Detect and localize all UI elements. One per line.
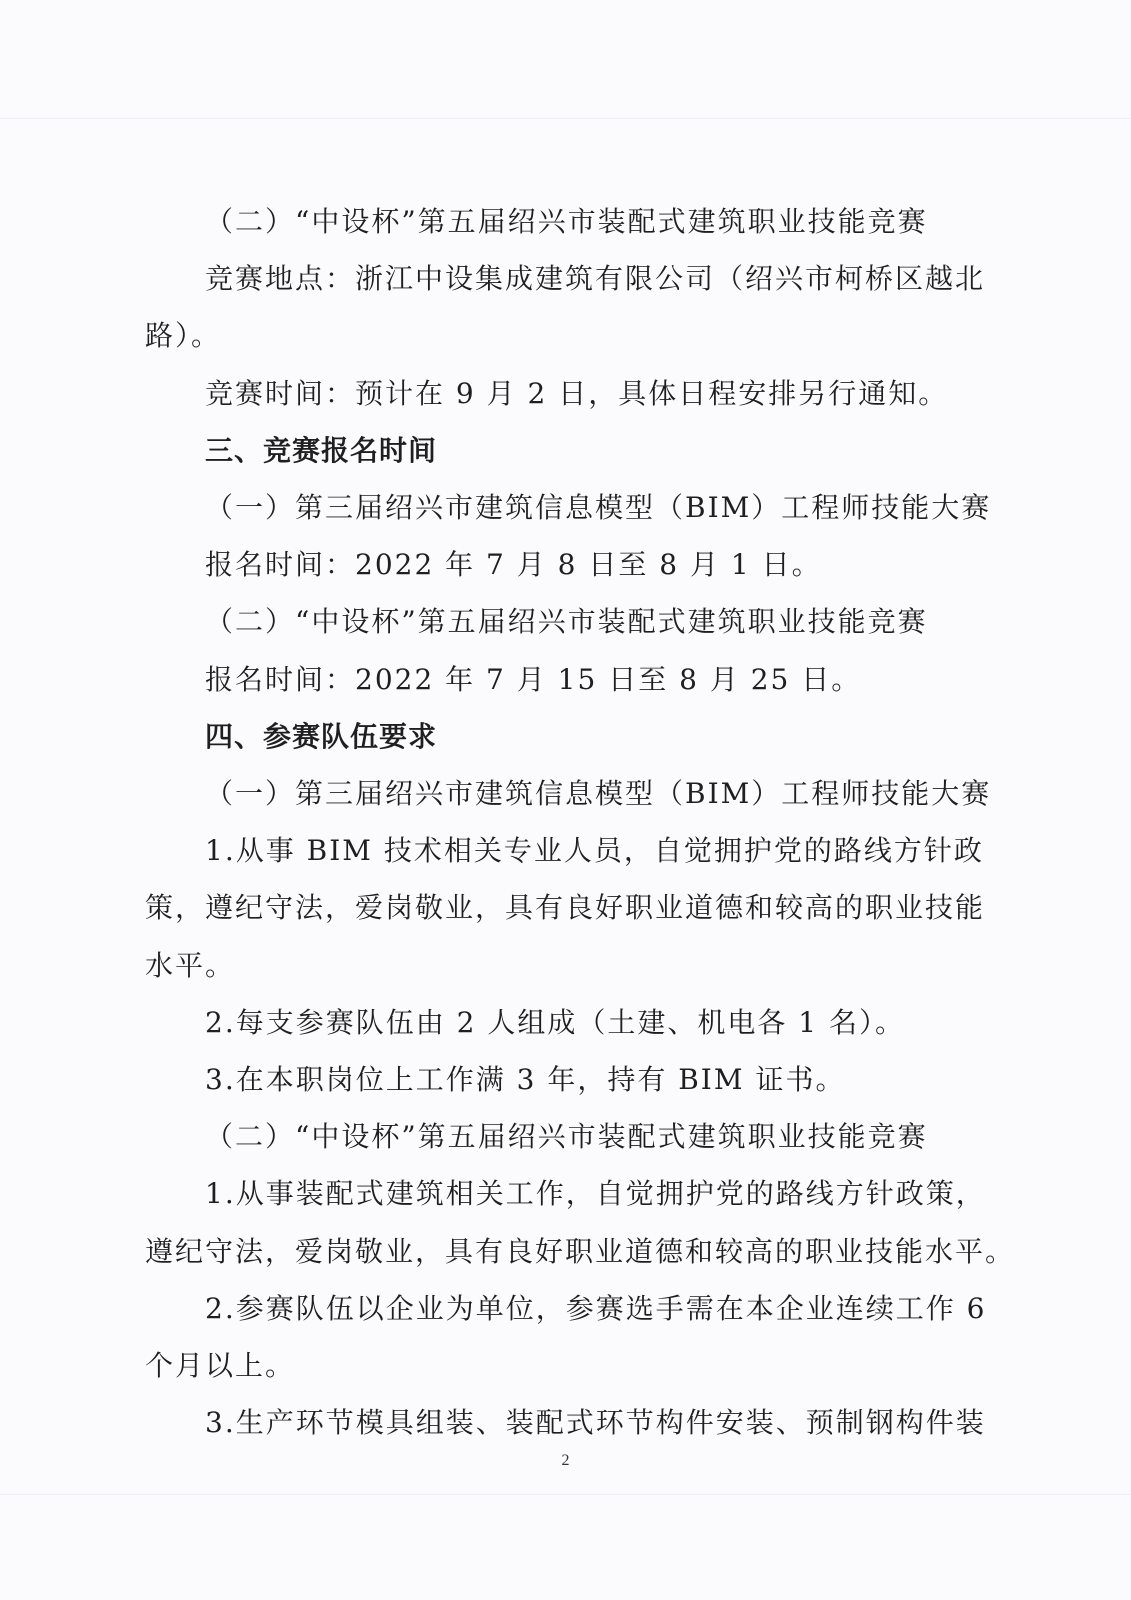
document-body bbox=[145, 193, 1016, 1451]
text-line: （二）“中设杯”第五届绍兴市装配式建筑职业技能竞赛 bbox=[205, 205, 928, 238]
text-line: 遵纪守法，爱岗敬业，具有良好职业道德和较高的职业技能水平。 bbox=[145, 1234, 1016, 1268]
text-line: 策，遵纪守法，爱岗敬业，具有良好职业道德和较高的职业技能 bbox=[145, 891, 986, 925]
text-line: （二）“中设杯”第五届绍兴市装配式建筑职业技能竞赛 bbox=[205, 605, 928, 639]
text-line: （一）第三届绍兴市建筑信息模型（BIM）工程师技能大赛 bbox=[205, 777, 992, 811]
text-line: （一）第三届绍兴市建筑信息模型（BIM）工程师技能大赛 bbox=[205, 491, 992, 525]
text-line: 报名时间：2022 年 7 月 8 日至 8 月 1 日。 bbox=[205, 548, 822, 582]
text-line: 竞赛地点：浙江中设集成建筑有限公司（绍兴市柯桥区越北 bbox=[205, 262, 986, 296]
text-line: 报名时间：2022 年 7 月 15 日至 8 月 25 日。 bbox=[205, 662, 862, 696]
text-line: 个月以上。 bbox=[145, 1349, 296, 1383]
section-heading: 三、竞赛报名时间 bbox=[205, 433, 438, 467]
text-line: 2.参赛队伍以企业为单位，参赛选手需在本企业连续工作 6 bbox=[205, 1291, 987, 1325]
text-line: 路）。 bbox=[145, 319, 222, 353]
scan-artifact bbox=[0, 118, 1131, 119]
section-heading: 四、参赛队伍要求 bbox=[205, 719, 438, 753]
text-line: 3.在本职岗位上工作满 3 年，持有 BIM 证书。 bbox=[205, 1063, 846, 1097]
text-line: 水平。 bbox=[145, 948, 236, 982]
page-number: 2 bbox=[561, 1452, 570, 1469]
text-line: 1.从事装配式建筑相关工作，自觉拥护党的路线方针政策， bbox=[205, 1177, 986, 1211]
text-line: 竞赛时间：预计在 9 月 2 日，具体日程安排另行通知。 bbox=[205, 376, 949, 410]
text-line: 1.从事 BIM 技术相关专业人员，自觉拥护党的路线方针政 bbox=[205, 834, 984, 868]
text-line: （二）“中设杯”第五届绍兴市装配式建筑职业技能竞赛 bbox=[205, 1120, 928, 1154]
text-line: 3.生产环节模具组装、装配式环节构件安装、预制钢构件装 bbox=[205, 1406, 986, 1440]
scan-artifact bbox=[0, 1494, 1131, 1495]
text-line: 2.每支参赛队伍由 2 人组成（土建、机电各 1 名）。 bbox=[205, 1005, 905, 1039]
